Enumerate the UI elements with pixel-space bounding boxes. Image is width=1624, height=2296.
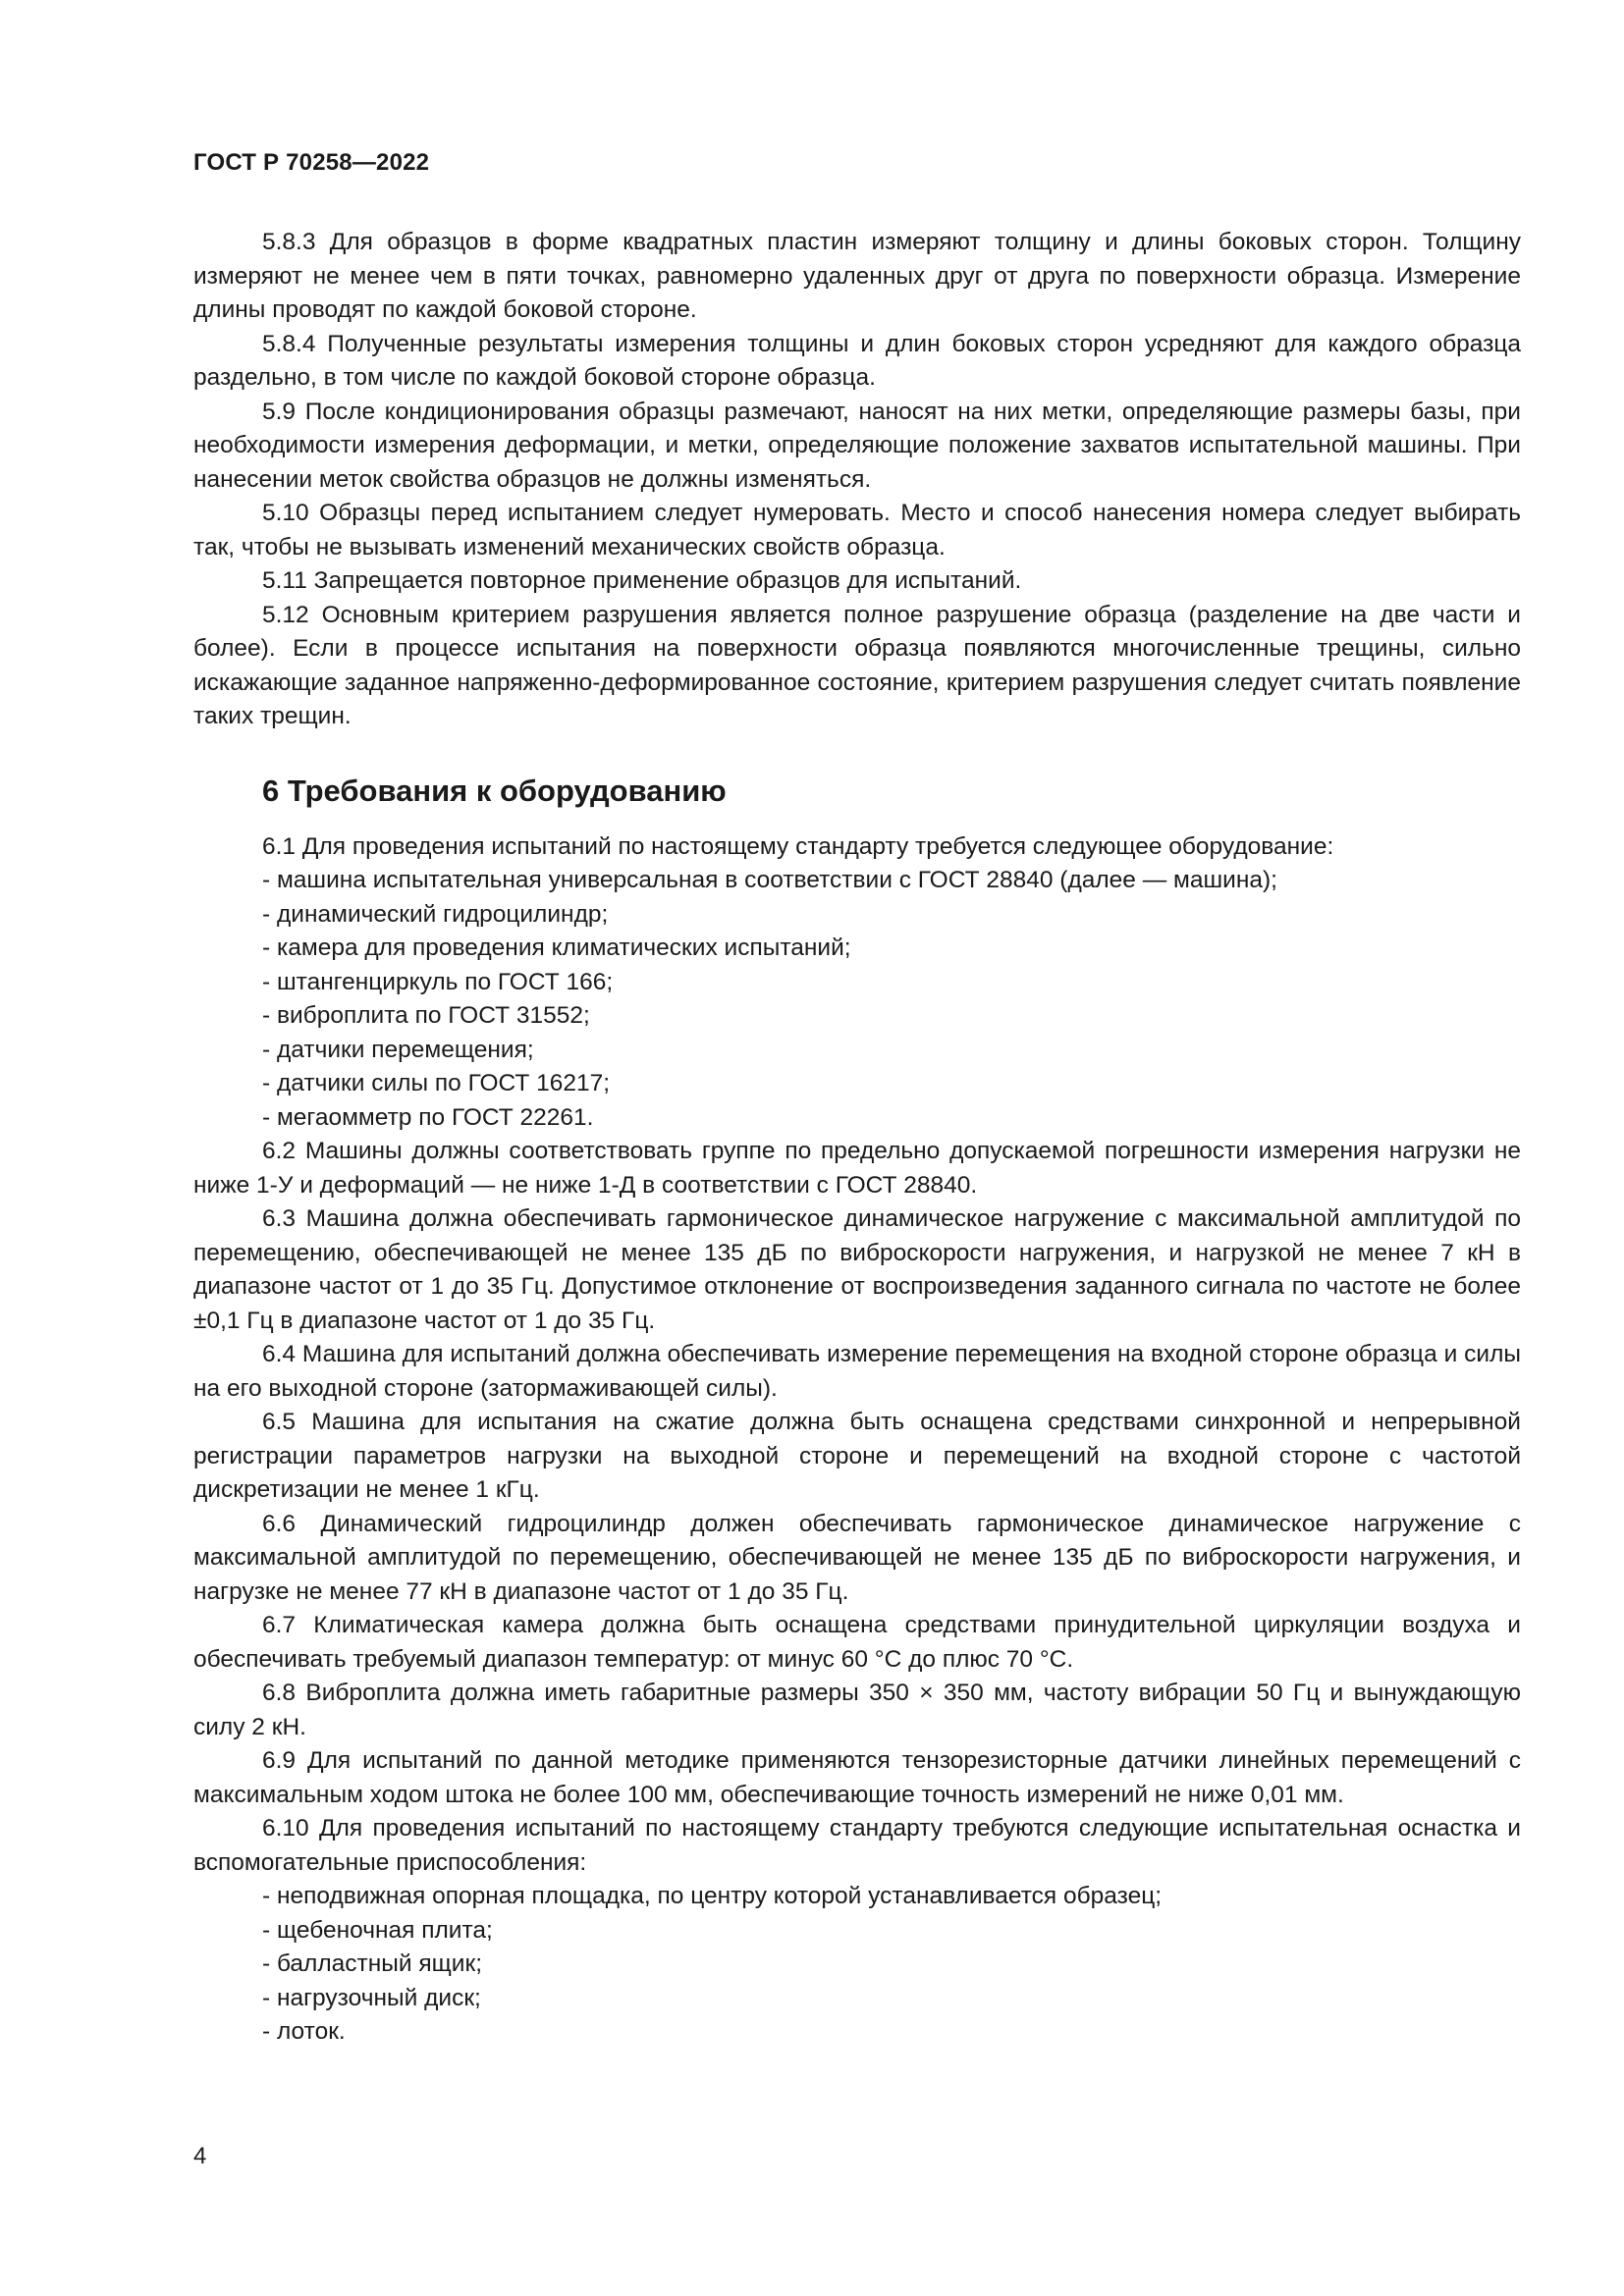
paragraph-5-10: 5.10 Образцы перед испытанием следует нумеровать. Место и способ нанесения номера следует выбирать так, чтобы не вызывать изменений механических свойств образца.: [193, 500, 1521, 561]
list-item: - балластный ящик;: [262, 1950, 483, 1977]
paragraph-6-3: 6.3 Машина должна обеспечивать гармоническое динамическое нагружение с максимальной амплитудой по перемещению, обеспечивающей не менее 135 дБ по виброскорости нагружения, и нагрузкой не менее 7 кН в диапазоне частот от 1 до 35 Гц. Допустимое отклонение от воспроизведения заданного сигнала по частоте не более ±0,1 Гц в диапазоне частот от 1 до 35 Гц.: [193, 1205, 1521, 1334]
paragraph-5-8-3: 5.8.3 Для образцов в форме квадратных пластин измеряют толщину и длины боковых сторон. Толщину измеряют не менее чем в пяти точках, равномерно удаленных друг от друга по поверхности образца. Измерение длины проводят по каждой боковой стороне.: [193, 229, 1521, 323]
paragraph-6-5: 6.5 Машина для испытания на сжатие должна быть оснащена средствами синхронной и непрерывной регистрации параметров нагрузки на выходной стороне и перемещений на входной стороне с частотой дискретизации не менее 1 кГц.: [193, 1409, 1521, 1503]
equipment-list: [193, 864, 1521, 1135]
list-item: - щебеночная плита;: [262, 1916, 493, 1944]
paragraph-5-9: 5.9 После кондиционирования образцы размечают, наносят на них метки, определяющие размеры базы, при необходимости измерения деформации, и метки, определяющие положение захватов испытательной машины. При нанесении меток свойства образцов не должны изменяться.: [193, 398, 1521, 493]
paragraph-5-11: 5.11 Запрещается повторное применение образцов для испытаний.: [262, 567, 1022, 594]
list-item: - датчики перемещения;: [262, 1036, 534, 1063]
list-item: - датчики силы по ГОСТ 16217;: [262, 1070, 611, 1096]
paragraph-6-9: 6.9 Для испытаний по данной методике применяются тензорезисторные датчики линейных перемещений с максимальным ходом штока не более 100 мм, обеспечивающие точность измерений не ниже 0,01 мм.: [193, 1747, 1521, 1808]
list-item: - мегаомметр по ГОСТ 22261.: [262, 1103, 594, 1131]
list-item: - неподвижная опорная площадка, по центру которой устанавливается образец;: [262, 1883, 1163, 1909]
paragraph-6-8: 6.8 Виброплита должна иметь габаритные размеры 350 × 350 мм, частоту вибрации 50 Гц и вынуждающую силу 2 кН.: [193, 1680, 1521, 1740]
paragraph-6-10: 6.10 Для проведения испытаний по настоящему стандарту требуются следующие испытательная оснастка и вспомогательные приспособления:: [193, 1815, 1521, 1876]
paragraph-5-12: 5.12 Основным критерием разрушения является полное разрушение образца (разделение на две части и более). Если в процессе испытания на поверхности образца появляются многочисленные трещины, сильно искажающие заданное напряженно-деформированное состояние, критерием разрушения следует считать появление таких трещин.: [193, 601, 1521, 729]
paragraph-6-6: 6.6 Динамический гидроцилиндр должен обеспечивать гармоническое динамическое нагружение с максимальной амплитудой по перемещению, обеспечивающей не менее 135 дБ по виброскорости нагружения, и нагрузке не менее 77 кН в диапазоне частот от 1 до 35 Гц.: [193, 1510, 1521, 1605]
fixtures-list: [193, 1880, 1521, 2050]
paragraph-6-1: 6.1 Для проведения испытаний по настоящему стандарту требуется следующее оборудование:: [262, 832, 1334, 860]
paragraph-5-8-4: 5.8.4 Полученные результаты измерения толщины и длин боковых сторон усредняют для каждого образца раздельно, в том числе по каждой боковой стороне образца.: [193, 330, 1521, 391]
list-item: - динамический гидроцилиндр;: [262, 900, 609, 928]
list-item: - камера для проведения климатических испытаний;: [262, 934, 851, 961]
page-number: 4: [193, 2143, 207, 2169]
list-item: - штангенциркуль по ГОСТ 166;: [262, 968, 614, 995]
list-item: - машина испытательная универсальная в соответствии с ГОСТ 28840 (далее — машина);: [262, 867, 1277, 893]
document-id-header: ГОСТ Р 70258—2022: [193, 149, 430, 176]
paragraph-6-7: 6.7 Климатическая камера должна быть оснащена средствами принудительной циркуляции воздуха и обеспечивать требуемый диапазон температур: от минус 60 °С до плюс 70 °С.: [193, 1612, 1521, 1673]
list-item: - виброплита по ГОСТ 31552;: [262, 1002, 590, 1029]
list-item: - нагрузочный диск;: [262, 1984, 481, 2011]
list-item: - лоток.: [262, 2018, 346, 2045]
paragraph-6-2: 6.2 Машины должны соответствовать группе по предельно допускаемой погрешности измерения нагрузки не ниже 1-У и деформаций — не ниже 1-Д в соответствии с ГОСТ 28840.: [193, 1138, 1521, 1199]
paragraph-6-4: 6.4 Машина для испытаний должна обеспечивать измерение перемещения на входной стороне образца и силы на его выходной стороне (затормаживающей силы).: [193, 1341, 1521, 1402]
document-body: [193, 226, 1521, 2050]
section-6-heading: 6 Требования к оборудованию: [262, 773, 727, 808]
